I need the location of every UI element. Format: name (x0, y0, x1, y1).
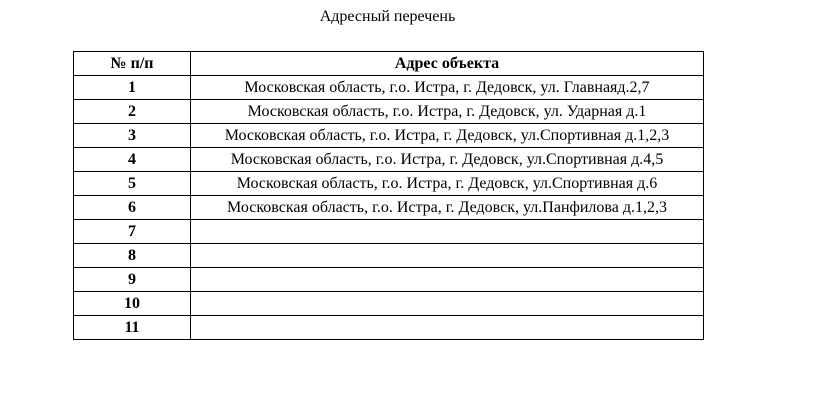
table-row (74, 148, 704, 172)
row-address (191, 292, 704, 316)
row-number: 4 (74, 148, 191, 172)
row-address: Московская область, г.о. Истра, г. Дедовск, ул. Главнаяд.2,7 (191, 76, 704, 100)
table-row (74, 76, 704, 100)
row-number: 3 (74, 124, 191, 148)
address-table (73, 51, 704, 340)
header-address: Адрес объекта (191, 52, 704, 76)
row-address: Московская область, г.о. Истра, г. Дедовск, ул.Панфилова д.1,2,3 (191, 196, 704, 220)
table-row (74, 196, 704, 220)
table-row (74, 124, 704, 148)
row-number: 5 (74, 172, 191, 196)
row-number: 10 (74, 292, 191, 316)
header-number: № п/п (74, 52, 191, 76)
table-row (74, 100, 704, 124)
row-address (191, 244, 704, 268)
table-row (74, 316, 704, 340)
row-number: 2 (74, 100, 191, 124)
table-row (74, 292, 704, 316)
row-address (191, 316, 704, 340)
table-row (74, 220, 704, 244)
table-row (74, 268, 704, 292)
document-title: Адресный перечень (319, 8, 456, 25)
row-address (191, 220, 704, 244)
row-address: Московская область, г.о. Истра, г. Дедовск, ул.Спортивная д.4,5 (191, 148, 704, 172)
row-number: 1 (74, 76, 191, 100)
row-address: Московская область, г.о. Истра, г. Дедовск, ул.Спортивная д.1,2,3 (191, 124, 704, 148)
table-row (74, 172, 704, 196)
row-address: Московская область, г.о. Истра, г. Дедовск, ул.Спортивная д.6 (191, 172, 704, 196)
row-number: 8 (74, 244, 191, 268)
row-number: 9 (74, 268, 191, 292)
row-number: 11 (74, 316, 191, 340)
row-address: Московская область, г.о. Истра, г. Дедовск, ул. Ударная д.1 (191, 100, 704, 124)
row-number: 7 (74, 220, 191, 244)
table-row (74, 244, 704, 268)
row-number: 6 (74, 196, 191, 220)
table-header-row (74, 52, 704, 76)
row-address (191, 268, 704, 292)
